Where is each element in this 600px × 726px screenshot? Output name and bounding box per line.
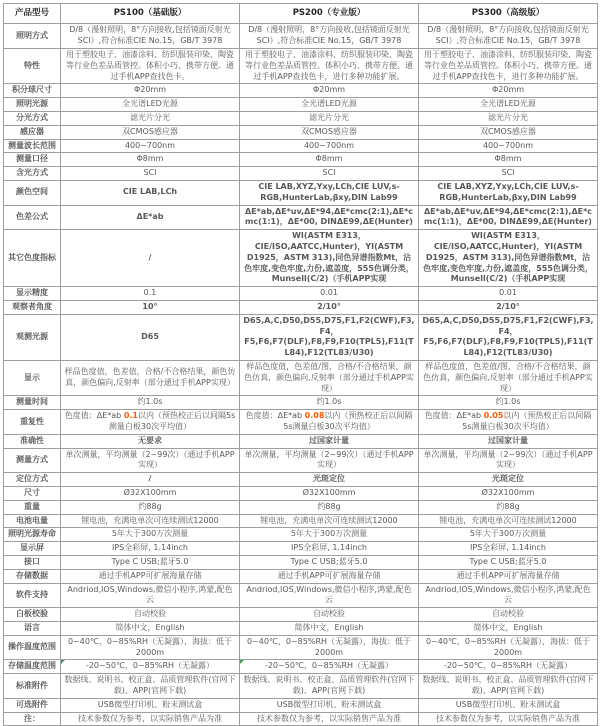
spec-cell: 约1.0s — [61, 396, 240, 410]
spec-cell: 简体中文，English — [240, 621, 419, 635]
table-row — [4, 139, 598, 153]
spec-table-body — [4, 24, 598, 726]
spec-cell: D/8（漫射照明，8°方向接收,包括镜面反射光SCI）,符合标准CIE No.15，GB/T 3978 — [419, 24, 598, 49]
row-label: 其它色度指标 — [4, 230, 61, 287]
table-row — [4, 486, 598, 500]
spec-cell-text: 以内（预热校正后以间隔5s测量白板30次平均值） — [462, 411, 592, 431]
table-row — [4, 181, 598, 206]
spec-cell: D65,A,C,D50,D55,D75,F1,F2(CWF),F3,F4， F5,F6,F7(DLF),F8,F9,F10(TPL5),F11(TL84),F12(TL83/U30) — [240, 314, 419, 360]
spec-cell: 约88g — [419, 500, 598, 514]
spec-cell: 自动校验 — [240, 608, 419, 622]
spec-cell: USB微型打印机、粉末测试盒 — [61, 698, 240, 712]
spec-cell: SCI — [240, 167, 419, 181]
row-label: 显示精度 — [4, 287, 61, 301]
spec-cell: IPS全彩屏, 1.14inch — [419, 542, 598, 556]
spec-table-head — [4, 4, 598, 24]
table-row — [4, 698, 598, 712]
spec-cell: 技术参数仅为参考，以实际销售产品为准 — [419, 712, 598, 726]
spec-cell: 约88g — [240, 500, 419, 514]
spec-cell: 双CMOS感应器 — [240, 125, 419, 139]
spec-cell: Andriod,IOS,Windows,微信小程序,鸿蒙,配色云 — [240, 583, 419, 608]
spec-cell: 简体中文，English — [61, 621, 240, 635]
spec-cell: 光斑定位 — [419, 473, 598, 487]
table-row — [4, 230, 598, 287]
row-label: 测量波长范围 — [4, 139, 61, 153]
table-row — [4, 712, 598, 726]
row-label: 含光方式 — [4, 167, 61, 181]
table-row — [4, 301, 598, 315]
spec-cell: 全光谱LED光源 — [61, 98, 240, 112]
spec-cell: 0~40℃，0~85%RH（无凝露），海拔：低于2000m — [61, 635, 240, 660]
spec-cell: 5年大于300万次测量 — [61, 528, 240, 542]
spec-cell: 样品色度值，色差值，合格/不合格结果，颜色仿真，颜色偏向,反射率（部分通过手机APP实现） — [61, 360, 240, 395]
spec-cell: 全光谱LED光源 — [419, 98, 598, 112]
spec-cell: 400~700nm — [61, 139, 240, 153]
table-row — [4, 555, 598, 569]
spec-cell: USB微型打印机、粉末测试盒 — [240, 698, 419, 712]
table-row — [4, 125, 598, 139]
table-row — [4, 205, 598, 230]
spec-cell: 过国家计量 — [419, 434, 598, 448]
spec-cell: Type C USB;蓝牙5.0 — [419, 555, 598, 569]
table-row — [4, 167, 598, 181]
spec-cell: IPS全彩屏, 1.14inch — [240, 542, 419, 556]
row-label: 语言 — [4, 621, 61, 635]
spec-cell-text: 色度值：ΔE*ab — [245, 411, 305, 421]
spec-cell: 0~40℃，0~85%RH（无凝露），海拔：低于2000m — [240, 635, 419, 660]
row-label: 准确性 — [4, 434, 61, 448]
spec-cell: Type C USB;蓝牙5.0 — [240, 555, 419, 569]
product-name: PS200（专业版） — [240, 4, 419, 24]
spec-cell: 自动校验 — [61, 608, 240, 622]
spec-cell: 0~40℃，0~85%RH（无凝露），海拔：低于2000m — [419, 635, 598, 660]
spec-cell: D/8（漫射照明，8°方向接收,包括镜面反射光SCI）,符合标准CIE No.15，GB/T 3978 — [240, 24, 419, 49]
row-label: 操作温度范围 — [4, 635, 61, 660]
row-label: 特性 — [4, 49, 61, 84]
spec-cell: 样品色度值，色差值/图，合格/不合格结果，颜色仿真，颜色偏向,反射率（部分通过手机APP实现） — [240, 360, 419, 395]
spec-cell: Ø32X100mm — [240, 486, 419, 500]
spec-cell: 全光谱LED光源 — [240, 98, 419, 112]
spec-cell: Φ8mm — [419, 153, 598, 167]
spec-cell: 滤光片分光 — [61, 112, 240, 126]
spec-cell: USB微型打印机、粉末测试盒 — [419, 698, 598, 712]
table-row — [4, 621, 598, 635]
table-row — [4, 473, 598, 487]
spec-table — [3, 3, 598, 726]
spec-cell — [240, 410, 419, 435]
spec-cell: 通过手机APP可扩展海量存储 — [61, 569, 240, 583]
spec-cell: D65,A,C,D50,D55,D75,F1,F2(CWF),F3,F4， F5,F6,F7(DLF),F8,F9,F10(TPL5),F11(TL84),F12(TL83/U30) — [419, 314, 598, 360]
row-label: 软件支持 — [4, 583, 61, 608]
spec-cell: 通过手机APP可扩展海量存储 — [419, 569, 598, 583]
table-row — [4, 660, 598, 674]
spec-cell: 约1.0s — [240, 396, 419, 410]
spec-cell: Φ8mm — [61, 153, 240, 167]
row-label: 照明光源 — [4, 98, 61, 112]
table-row — [4, 153, 598, 167]
table-row — [4, 528, 598, 542]
spec-cell: 0.1 — [61, 287, 240, 301]
spec-cell — [419, 410, 598, 435]
spec-cell: IPS全彩屏, 1.14inch — [61, 542, 240, 556]
spec-cell: 样品色度值，色差值/图，合格/不合格结果，颜色仿真，颜色偏向,反射率（部分通过手机APP实现） — [419, 360, 598, 395]
spec-cell: 滤光片分光 — [419, 112, 598, 126]
spec-cell: WI(ASTM E313，CIE/ISO,AATCC,Hunter)，YI(ASTM D1925，ASTM 313),同色异谱指数Mt，沾色牢度,变色牢度,力份,遮盖度，555色调分类，Munsell(C/2)（手机APP实现 — [419, 230, 598, 287]
spec-cell: 400~700nm — [419, 139, 598, 153]
row-label: 颜色空间 — [4, 181, 61, 206]
spec-cell: 5年大于300万次测量 — [419, 528, 598, 542]
spec-cell: WI(ASTM E313，CIE/ISO,AATCC,Hunter)，YI(ASTM D1925，ASTM 313),同色异谱指数Mt，沾色牢度,变色牢度,力份,遮盖度，555色调分类，Munsell(C/2)（手机APP实现 — [240, 230, 419, 287]
spec-cell: 约1.0s — [419, 396, 598, 410]
spec-cell: 单次测量，平均测量（2~99次）（通过手机APP实现） — [240, 448, 419, 473]
spec-cell: -20~50℃，0~85%RH（无凝露） — [419, 660, 598, 674]
spec-cell: 锂电池，充满电单次可连续测试12000 — [419, 514, 598, 528]
spec-cell-highlight: 0.08 — [304, 411, 325, 421]
table-row — [4, 514, 598, 528]
spec-cell: -20~50℃，0~85%RH（无凝露） — [61, 660, 240, 674]
row-label: 测量口径 — [4, 153, 61, 167]
table-row — [4, 608, 598, 622]
header-label: 产品型号 — [4, 4, 61, 24]
table-row — [4, 49, 598, 84]
row-label: 定位方式 — [4, 473, 61, 487]
spec-cell: 简体中文，English — [419, 621, 598, 635]
spec-cell: 双CMOS感应器 — [419, 125, 598, 139]
table-row — [4, 410, 598, 435]
row-label: 接口 — [4, 555, 61, 569]
spec-cell: -20~50℃，0~85%RH（无凝露） — [240, 660, 419, 674]
row-label: 观察者角度 — [4, 301, 61, 315]
spec-cell: 2/10° — [419, 301, 598, 315]
spec-cell: SCI — [61, 167, 240, 181]
table-row — [4, 396, 598, 410]
spec-cell: 数据线、说明书、校正盒、品质管理软件(官网下载)、APP(官网下载) — [61, 674, 240, 699]
row-label: 重复性 — [4, 410, 61, 435]
spec-cell: D65 — [61, 314, 240, 360]
spec-cell: ΔE*ab,ΔE*uv,ΔE*94,ΔE*cmc(2:1),ΔE*cmc(1:1)，ΔE*00, DINΔE99,ΔE(Hunter) — [419, 205, 598, 230]
row-label: 标准附件 — [4, 674, 61, 699]
spec-cell: Andriod,IOS,Windows,微信小程序,鸿蒙,配色云 — [61, 583, 240, 608]
spec-cell-text: 色度值：ΔE*ab — [64, 411, 124, 421]
spec-cell: / — [61, 230, 240, 287]
spec-cell: Φ20mm — [419, 84, 598, 98]
row-label: 尺寸 — [4, 486, 61, 500]
product-name: PS300（高级版） — [419, 4, 598, 24]
spec-cell-text: 以内（预热校正后以间隔5s测量白板30次平均值） — [283, 411, 413, 431]
spec-cell: CIE LAB,LCh — [61, 181, 240, 206]
table-row — [4, 287, 598, 301]
row-label: 照明方式 — [4, 24, 61, 49]
spec-cell: 0.01 — [240, 287, 419, 301]
spec-cell: 光斑定位 — [240, 473, 419, 487]
spec-cell: Type C USB;蓝牙5.0 — [61, 555, 240, 569]
row-label: 测量时间 — [4, 396, 61, 410]
spec-cell: ΔE*ab,ΔE*uv,ΔE*94,ΔE*cmc(2:1),ΔE*cmc(1:1)，ΔE*00, DINΔE99,ΔE(Hunter) — [240, 205, 419, 230]
table-row — [4, 583, 598, 608]
row-label: 存储数据 — [4, 569, 61, 583]
row-label: 观测光源 — [4, 314, 61, 360]
spec-cell: 通过手机APP可扩展海量存储 — [240, 569, 419, 583]
spec-cell-highlight: 0.05 — [483, 411, 504, 421]
spec-cell: 400~700nm — [240, 139, 419, 153]
table-row — [4, 569, 598, 583]
table-row — [4, 314, 598, 360]
spec-cell: 数据线、说明书、校正盒、品质管理软件(官网下载)、APP(官网下载) — [240, 674, 419, 699]
spec-cell: Ø32X100mm — [419, 486, 598, 500]
spec-cell: CIE LAB,XYZ,Yxy,LCh,CIE LUV,s-RGB,HunterLab,βxy,DIN Lab99 — [240, 181, 419, 206]
spec-cell: Andriod,IOS,Windows,微信小程序,鸿蒙,配色云 — [419, 583, 598, 608]
spec-cell-highlight: 0.1 — [123, 411, 138, 421]
row-label: 显示屏 — [4, 542, 61, 556]
row-label: 电池电量 — [4, 514, 61, 528]
product-name: PS100（基础版） — [61, 4, 240, 24]
row-label: 白板校验 — [4, 608, 61, 622]
row-label: 存储温度范围 — [4, 660, 61, 674]
row-label: 注： — [4, 712, 61, 726]
spec-cell-text: 色度值：ΔE*ab — [424, 411, 484, 421]
spec-cell: ΔE*ab — [61, 205, 240, 230]
spec-cell: 数据线、说明书、校正盒、品质管理软件(官网下载)、APP(官网下载) — [419, 674, 598, 699]
table-row — [4, 635, 598, 660]
row-label: 可选附件 — [4, 698, 61, 712]
spec-cell: 5年大于300万次测量 — [240, 528, 419, 542]
table-row — [4, 98, 598, 112]
spec-cell: 约88g — [61, 500, 240, 514]
table-row — [4, 542, 598, 556]
spec-cell: 0.01 — [419, 287, 598, 301]
spec-cell-text: 以内（预热校正后以间隔5s测量白板30次平均值） — [108, 411, 236, 431]
spec-cell: 过国家计量 — [240, 434, 419, 448]
row-label: 重量 — [4, 500, 61, 514]
spec-cell: SCI — [419, 167, 598, 181]
row-label: 测量方式 — [4, 448, 61, 473]
spec-cell: 锂电池，充满电单次可连续测试12000 — [240, 514, 419, 528]
table-row — [4, 84, 598, 98]
spec-cell: Φ20mm — [240, 84, 419, 98]
spec-cell: 用于塑胶电子、油漆涂料、纺织服装印染、陶瓷等行业色差品质管控。体积小巧、携带方便。通过手机APP查找色卡，进行多种功能扩展。 — [240, 49, 419, 84]
spec-cell: / — [61, 473, 240, 487]
table-row — [4, 360, 598, 395]
table-row — [4, 448, 598, 473]
spec-cell: 2/10° — [240, 301, 419, 315]
row-label: 感应器 — [4, 125, 61, 139]
table-row — [4, 24, 598, 49]
table-row — [4, 112, 598, 126]
spec-cell: Φ20mm — [61, 84, 240, 98]
spec-cell — [61, 410, 240, 435]
spec-cell: 10° — [61, 301, 240, 315]
table-row — [4, 434, 598, 448]
spec-cell: 锂电池，充满电单次可连续测试12000 — [61, 514, 240, 528]
spec-cell: 技术参数仅为参考，以实际销售产品为准 — [240, 712, 419, 726]
spec-cell: 用于塑胶电子、油漆涂料、纺织服装印染、陶瓷等行业色差品质管控。体积小巧、携带方便。通过手机APP查找色卡，进行多种功能扩展。 — [419, 49, 598, 84]
header-row — [4, 4, 598, 24]
row-label: 积分球尺寸 — [4, 84, 61, 98]
row-label: 分光方式 — [4, 112, 61, 126]
spec-cell: D/8（漫射照明，8°方向接收,包括镜面反射光SCI）,符合标准CIE No.15，GB/T 3978 — [61, 24, 240, 49]
spec-cell: 滤光片分光 — [240, 112, 419, 126]
table-row — [4, 674, 598, 699]
spec-cell: CIE LAB,XYZ,Yxy,LCh,CIE LUV,s-RGB,HunterLab,βxy,DIN Lab99 — [419, 181, 598, 206]
spec-cell: 自动校验 — [419, 608, 598, 622]
spec-cell: Ø32X100mm — [61, 486, 240, 500]
row-label: 显示 — [4, 360, 61, 395]
spec-cell: 双CMOS感应器 — [61, 125, 240, 139]
spec-cell: 技术参数仅为参考，以实际销售产品为准 — [61, 712, 240, 726]
spec-cell: 无要求 — [61, 434, 240, 448]
table-row — [4, 500, 598, 514]
spec-cell: Φ8mm — [240, 153, 419, 167]
spec-cell: 单次测量，平均测量（2~99次）（通过手机APP实现） — [61, 448, 240, 473]
row-label: 色差公式 — [4, 205, 61, 230]
spec-cell: 用于塑胶电子、油漆涂料、纺织服装印染、陶瓷等行业色差品质管控。体积小巧、携带方便。通过手机APP查找色卡。 — [61, 49, 240, 84]
spec-cell: 单次测量，平均测量（2~99次）（通过手机APP实现） — [419, 448, 598, 473]
row-label: 照明光源寿命 — [4, 528, 61, 542]
